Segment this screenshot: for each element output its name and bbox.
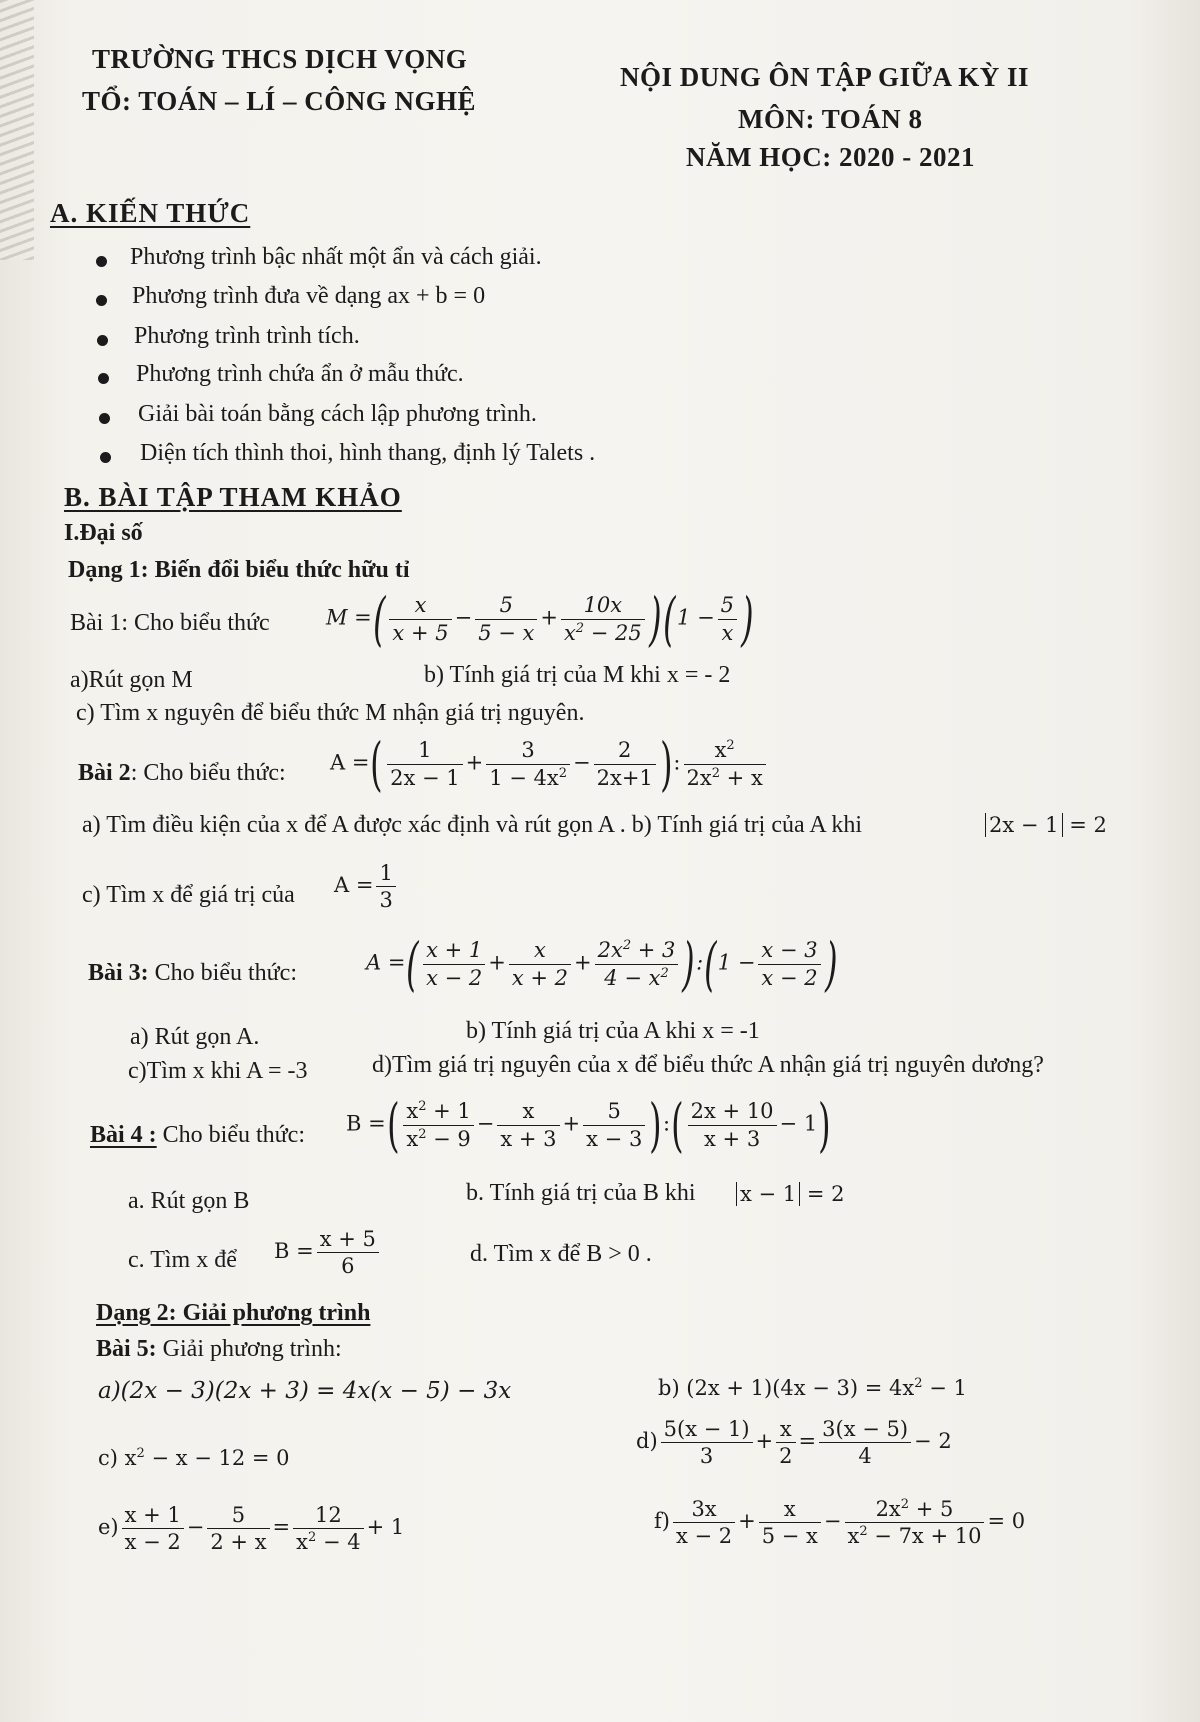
exercise-2a: a) Tìm điều kiện của x để A được xác định và rút gọn A . b) Tính giá trị của A khi (82, 812, 862, 838)
exercise-4b: b. Tính giá trị của B khi (466, 1180, 696, 1206)
condition-abs-x-1: x − 1 = 2 (736, 1182, 844, 1206)
part-title: I.Đại số (64, 520, 143, 546)
bullet-icon (99, 413, 110, 424)
bullet-icon (96, 256, 107, 267)
school-name: TRƯỜNG THCS DỊCH VỌNG (92, 44, 468, 74)
exercise-4-label: Bài 4 : Cho biểu thức: (90, 1122, 305, 1148)
department-name: TỔ: TOÁN – LÍ – CÔNG NGHỆ (82, 86, 477, 116)
exercise-4c: c. Tìm x để (128, 1247, 237, 1273)
expression-m: M =( $\frac{x}{x + 5}$ − $\frac{5}{5 - x}$ + $\frac{10x}{x^2 - 25}$ )(1 − $\frac{5}{x}$ ) (326, 585, 754, 653)
condition-b-fraction: B = $\frac{x + 5}{6}$ (274, 1228, 382, 1277)
bullet-icon (96, 295, 107, 306)
exercise-3d: d)Tìm giá trị nguyên của x để biểu thức A nhận giá trị nguyên dương? (372, 1052, 1044, 1078)
school-year: NĂM HỌC: 2020 - 2021 (686, 142, 975, 172)
subject-line: MÔN: TOÁN 8 (738, 104, 923, 134)
exercise-3a: a) Rút gọn A. (130, 1024, 260, 1050)
exercise-3-label: Bài 3: Cho biểu thức: (88, 960, 297, 986)
knowledge-item: Phương trình trình tích. (134, 323, 360, 349)
document-title: NỘI DUNG ÔN TẬP GIỮA KỲ II (620, 62, 1030, 92)
section-b-title: B. BÀI TẬP THAM KHẢO (64, 482, 402, 512)
knowledge-item: Phương trình chứa ẩn ở mẫu thức. (136, 361, 464, 387)
exercise-3b: b) Tính giá trị của A khi x = -1 (466, 1018, 760, 1044)
equation-5e: e) $\frac{x + 1}{x - 2}$ − $\frac{5}{2 + x}$ = $\frac{12}{x^2 - 4}$ + 1 (98, 1503, 405, 1555)
equation-5b: b) $(2x + 1)(4x - 3) = 4x^2 - 1$ (658, 1376, 967, 1400)
exercise-1c: c) Tìm x nguyên để biểu thức M nhận giá trị nguyên. (76, 700, 585, 726)
exercise-2-label: Bài 2: Cho biểu thức: (78, 760, 286, 786)
bullet-icon (98, 373, 109, 384)
knowledge-item: Phương trình đưa về dạng ax + b = 0 (132, 283, 486, 309)
knowledge-item: Giải bài toán bằng cách lập phương trình. (138, 401, 537, 427)
knowledge-item: Diện tích thình thoi, hình thang, định lý Talets . (140, 440, 596, 466)
condition-abs-2x-1: 2x − 1 = 2 (985, 813, 1107, 837)
exercise-1b: b) Tính giá trị của M khi x = - 2 (424, 662, 731, 688)
equation-5a: a)(2x − 3)(2x + 3) = 4x(x − 5) − 3x (98, 1378, 512, 1404)
equation-5d: d) $\frac{5(x - 1)}{3}$ + $\frac{x}{2}$ = $\frac{3(x - 5)}{4}$ − 2 (636, 1417, 952, 1469)
type-2-title: Dạng 2: Giải phương trình (96, 1300, 371, 1326)
torn-edge (0, 0, 34, 260)
expression-a-bai2: A =( $\frac{1}{2x - 1}$ + $\frac{3}{1 - 4x^2}$ − $\frac{2}{2x+1}$ ): $\frac{x^2}{2x^2 + x}$ (330, 735, 769, 793)
section-a-title: A. KIẾN THỨC (50, 198, 251, 228)
exercise-3c: c)Tìm x khi A = -3 (128, 1058, 308, 1084)
exercise-4d: d. Tìm x để B > 0 . (470, 1241, 652, 1267)
exercise-4a: a. Rút gọn B (128, 1188, 250, 1214)
expression-a-bai3: A =( $\frac{x + 1}{x - 2}$ + $\frac{x}{x + 2}$ + $\frac{2x^2 + 3}{4 - x^2}$ ):(1 − $\frac{x - 3}{x - 2}$ ) (366, 930, 838, 998)
bullet-icon (100, 452, 111, 463)
exercise-2c: c) Tìm x để giá trị của (82, 882, 295, 908)
equation-5f: f) $\frac{3x}{x - 2}$ + $\frac{x}{5 - x}$ − $\frac{2x^2 + 5}{x^2 - 7x + 10}$ = 0 (654, 1497, 1026, 1549)
type-1-title: Dạng 1: Biến đổi biểu thức hữu tỉ (68, 557, 410, 583)
condition-a-equals-third: A = $\frac{1}{3}$ (334, 862, 399, 911)
equation-5c: c) $x^2 - x - 12 = 0$ (98, 1446, 290, 1470)
knowledge-item: Phương trình bậc nhất một ẩn và cách giải. (130, 244, 542, 270)
exercise-5-label: Bài 5: Giải phương trình: (96, 1336, 342, 1362)
expression-b: B =( $\frac{x^2 + 1}{x^2 - 9}$ − $\frac{x}{x + 3}$ + $\frac{5}{x - 3}$ ):( $\frac{2x + 10}{x + 3}$ − 1) (346, 1091, 831, 1159)
bullet-icon (97, 335, 108, 346)
exercise-1a: a)Rút gọn M (70, 667, 193, 693)
exercise-1-label: Bài 1: Cho biểu thức (70, 610, 270, 636)
